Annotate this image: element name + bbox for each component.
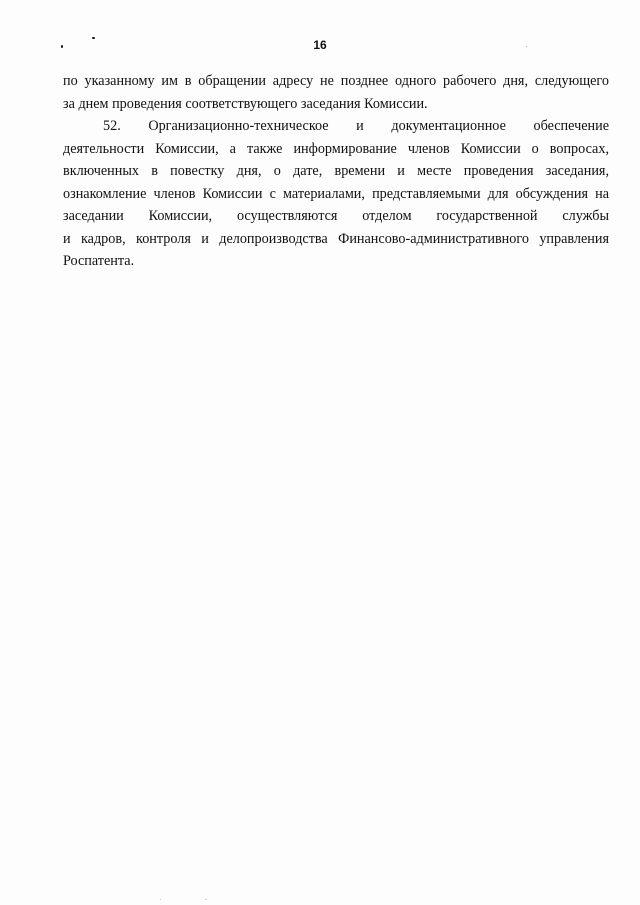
paragraph-52-line: 52. Организационно-техническое и документационное обеспечение (103, 118, 609, 134)
scan-speck (160, 899, 161, 900)
text-line: деятельности Комиссии, а также информирование членов Комиссии о вопросах, (63, 140, 609, 157)
text-line: и кадров, контроля и делопроизводства Финансово-административного управления (63, 230, 609, 247)
text-line: по указанному им в обращении адресу не позднее одного рабочего дня, следующего (63, 73, 609, 89)
scan-speck (205, 899, 207, 900)
text-line: заседании Комиссии, осуществляются отделом государственной службы (63, 208, 609, 224)
page-number: 16 (313, 38, 327, 52)
text-line: включенных в повестку дня, о дате, времени и месте проведения заседания, (63, 163, 609, 179)
text-line: Роспатента. (63, 253, 135, 269)
document-body (63, 70, 609, 273)
text-line: за днем проведения соответствующего заседания Комиссии. (63, 95, 428, 112)
text-line: ознакомление членов Комиссии с материалами, представляемыми для обсуждения на (63, 185, 609, 202)
